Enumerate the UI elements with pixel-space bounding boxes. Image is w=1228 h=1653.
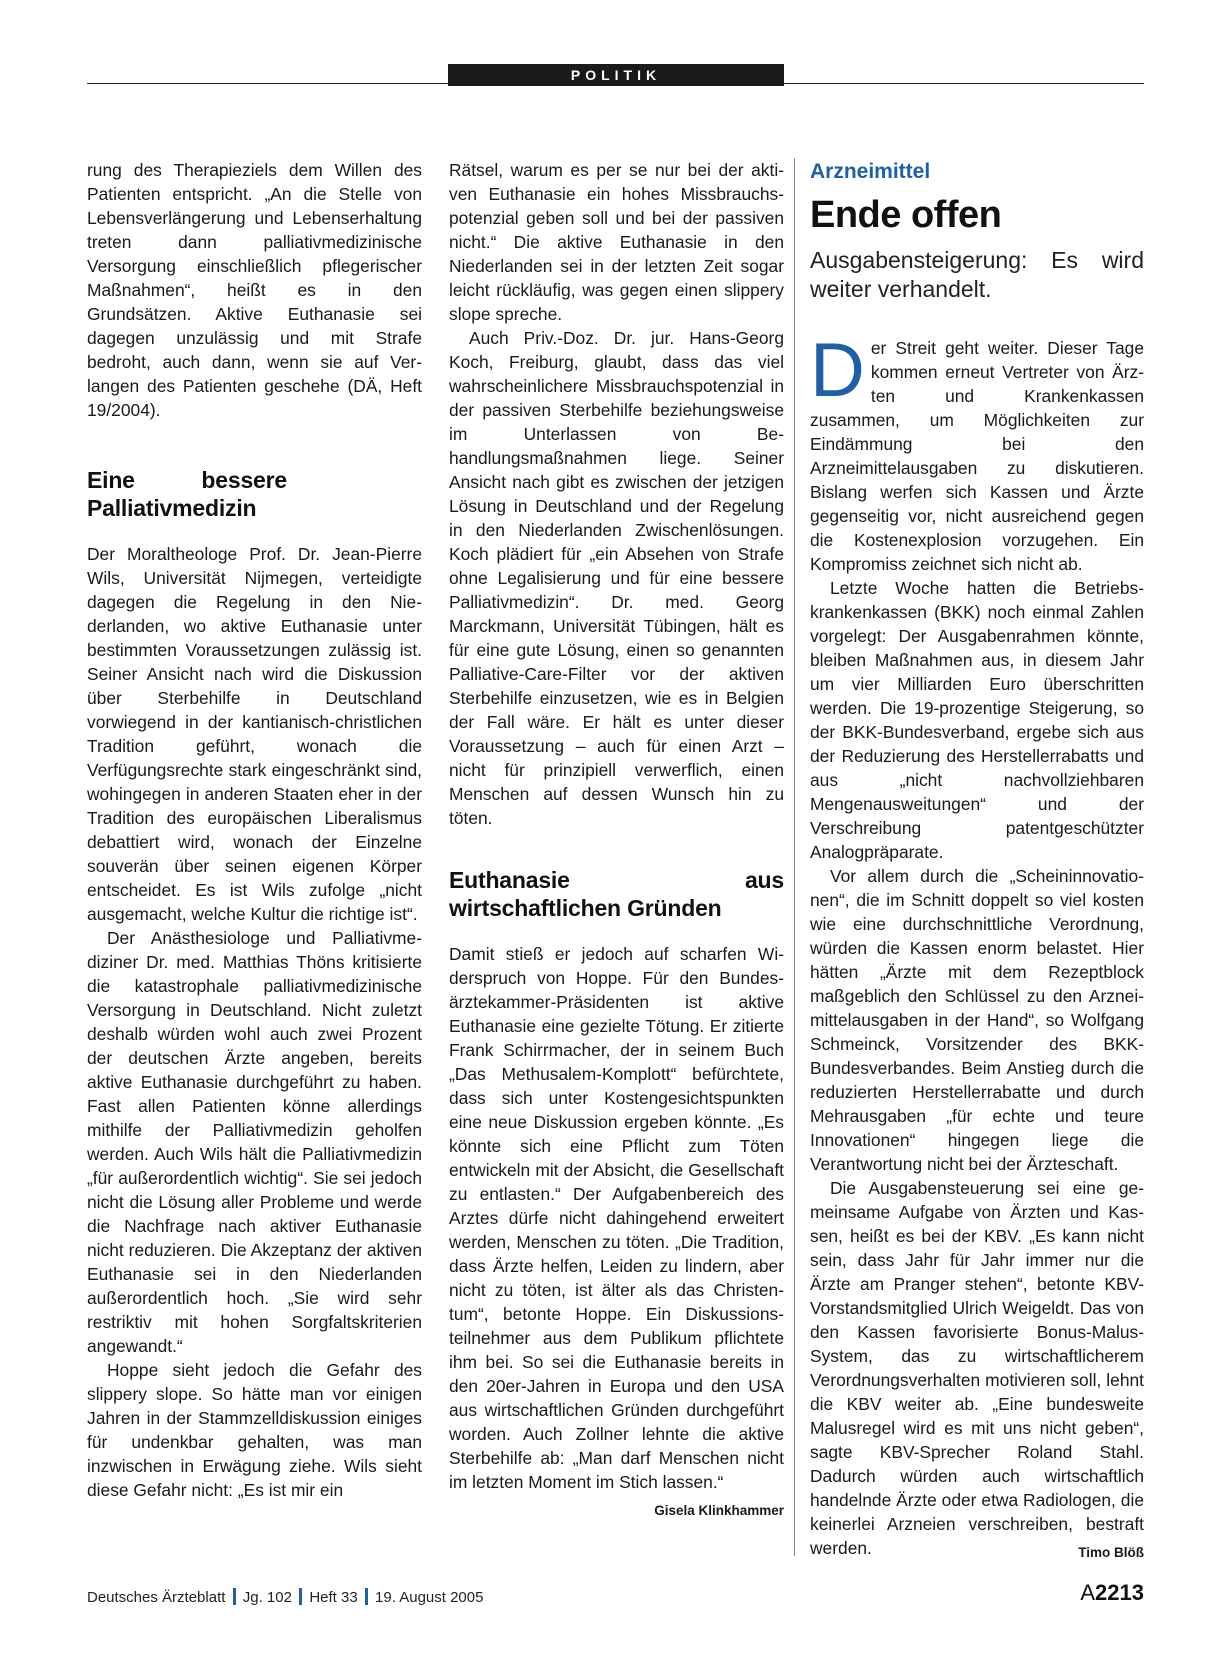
paragraph: Der Moraltheologe Prof. Dr. Jean-Pierre Wils, Universität Nijmegen, verteidigte dagegen die Regelung in den Niederlanden, wo aktive Euthanasie unter bestimmten Voraussetzungen zulässig ist. Seiner Ansicht nach wird die Diskussion über Sterbehilfe in Deutschland vorwiegend in der kantianisch-christlichen Tradition geführt, wonach die Verfügungsrechte stark eingeschränkt sind, wohingegen in anderen Staaten eher in der Tradition des europäischen Liberalismus debattiert wird, wonach der Einzelne souverän über seinen eigenen Körper entscheidet. Es ist Wils zufolge „nicht ausgemacht, welche Kultur die richtige ist“. xyxy=(87,544,422,924)
paragraph xyxy=(449,942,784,1518)
footer xyxy=(87,1588,483,1606)
kicker: Arzneimittel xyxy=(810,160,931,183)
paragraph: rung des Therapieziels dem Willen des Patienten entspricht. „An die Stelle von Lebensverlängerung und Lebenserhaltung treten dann palliativmedizinische Versorgung einschließlich pflegerischer Maßnahmen“, heißt es in den Grundsätzen. Aktive Euthanasie sei dagegen unzulässig und mit Strafe bedroht, auch dann, wenn sie auf Verlangen des Patienten geschehe (DÄ, Heft 19/2004). xyxy=(87,160,422,420)
paragraph: Der Anästhesiologe und Palliativmediziner Dr. med. Matthias Thöns kritisierte die katastrophale palliativmedizinische Versorgung in Deutschland. Nicht zuletzt deshalb würden wohl auch zwei Prozent der deutschen Ärzte angeben, bereits aktive Euthanasie durchgeführt zu haben. Fast allen Patienten könne allerdings mithilfe der Palliativmedizin geholfen werden. Auch Wils hält die Palliativmedizin „für außerordentlich wichtig“. Sie sei jedoch nicht die Lösung aller Probleme und werde die Nachfrage nach aktiver Euthanasie nicht reduzieren. Die Akzeptanz der aktiven Euthanasie sei in den Niederlanden außerordentlich hoch. „Sie wird sehr restriktiv mit hohen Sorgfaltskriterien angewandt.“ xyxy=(87,928,422,1356)
drop-cap: D xyxy=(810,328,865,413)
footer-separator xyxy=(365,1588,368,1605)
paragraph: Vor allem durch die „Scheininnovationen“, die im Schnitt doppelt so viel kosten wie eine durchschnittliche Verordnung, würden die Kassen enorm belastet. Hier hätten „Ärzte mit dem Rezeptblock maßgeblich den Schlüssel zu den Arzneimittelausgaben in der Hand“, so Wolfgang Schmeinck, Vorsitzender des BKK-Bundesverbandes. Beim Anstieg durch die reduzierten Herstellerrabatte und durch Mehrausgaben „für echte und teure Innovationen“ hingegen liege die Verantwortung nicht bei der Ärzteschaft. xyxy=(810,866,1144,1174)
journal-name: Deutsches Ärzteblatt xyxy=(87,1589,226,1606)
headline: Ende offen xyxy=(810,194,1002,236)
footer-separator xyxy=(299,1588,302,1605)
paragraph: Auch Priv.-Doz. Dr. jur. Hans-Georg Koch, Freiburg, glaubt, dass das viel wahrscheinlichere Missbrauchspotenzial in der passiven Sterbehilfe beziehungsweise im Unterlassen von Behandlungsmaßnahmen liege. Seiner Ansicht nach gibt es zwischen der jetzigen Lösung in Deutschland und der Regelung in den Niederlanden Zwischenlösungen. Koch plädiert für „ein Absehen von Strafe ohne Legalisierung und für eine bessere Palliativmedizin“. Dr. med. Georg Marckmann, Universität Tübingen, hält es für eine gute Lösung, einen so genannten Palliative-Care-Filter vor der aktiven Sterbehilfe einzusetzen, wie es in Belgien der Fall wäre. Er hält es unter dieser Voraussetzung – auch für einen Arzt – nicht für prinzipiell verwerflich, einen Menschen auf dessen Wunsch hin zu töten. xyxy=(449,328,784,828)
author-byline: Gisela Klinkhammer xyxy=(654,1503,784,1518)
section-label: POLITIK xyxy=(448,64,784,86)
paragraph xyxy=(810,1176,1144,1560)
journal-date: 19. August 2005 xyxy=(375,1589,484,1606)
footer-separator xyxy=(233,1588,236,1605)
author-byline: Timo Blöß xyxy=(1078,1545,1144,1560)
article-column-3 xyxy=(810,158,1144,1565)
subheading: Eine bessere Palliativmedizin xyxy=(87,467,287,521)
journal-volume: Jg. 102 xyxy=(242,1589,292,1606)
paragraph-text: Die Ausgabensteuerung sei eine gemeinsame Aufgabe von Ärzten und Kassen, heißt es bei der KBV. „Es kann nicht sein, dass Jahr für Jahr immer nur die Ärzte am Pranger stehen“, betonte KBV-Vorstandsmitglied Ulrich Weigeldt. Das von den Kassen favorisierte Bonus-Malus-System, das zu wirtschaftlicherem Verordnungsverhalten motivieren soll, lehnt die KBV weiter ab. „Eine bundesweite Malusregel wird es mit uns nicht geben“, sagte KBV-Sprecher Roland Stahl. Dadurch würden auch wirtschaftlich handelnde Ärzte oder etwa Radiologen, die keinerlei Arzneien verschreiben, bestraft werden. xyxy=(810,1178,1144,1558)
page-prefix: A xyxy=(1080,1580,1096,1605)
paragraph-text: Damit stieß er jedoch auf scharfen Widerspruch von Hoppe. Für den Bundesärztekammer-Präsidenten ist aktive Euthanasie eine gezielte Tötung. Er zitierte Frank Schirrmacher, der in seinem Buch „Das Methusalem-Komplott“ befürchtete, dass sich unter Kostengesichtspunkten eine neue Diskussion ergeben könnte. „Es könnte sich eine Pflicht zum Töten entwickeln mit der Absicht, die Gesellschaft zu entlasten.“ Der Aufgabenbereich des Arztes dürfe nicht dahingehend erweitert werden, Menschen zu töten. „Die Tradition, dass Ärzte helfen, Leiden zu lindern, aber nicht zu töten, ist älter als das Christentum“, betonte Hoppe. Ein Diskussionsteilnehmer aus dem Publikum pflichtete ihm bei. So sei die Euthanasie bereits in den 20er-Jahren in Europa und den USA aus wirtschaftlichen Gründen durchgeführt worden. Auch Zollner lehnte die aktive Sterbehilfe ab: „Man darf Menschen nicht im letzten Moment im Stich lassen.“ xyxy=(449,944,784,1492)
subheading: Euthanasie aus wirtschaftlichen Gründen xyxy=(449,867,784,921)
paragraph: Letzte Woche hatten die Betriebskrankenkassen (BKK) noch einmal Zahlen vorgelegt: Der Ausgabenrahmen könnte, bleiben Maßnahmen aus, in diesem Jahr um vier Milliarden Euro überschritten werden. Die 19-prozentige Steigerung, so der BKK-Bundesverband, ergebe sich aus der Reduzierung des Herstellerrabatts und aus „nicht nachvollziehbaren Mengenausweitungen“ und der Verschreibung patentgeschützter Analogpräparate. xyxy=(810,578,1144,862)
paragraph-text: er Streit geht weiter. Dieser Tage kommen erneut Vertreter von Ärzten und Krankenkassen zusammen, um Möglichkeiten zur Eindämmung bei den Arzneimittelausgaben zu diskutieren. Bislang werfen sich Kassen und Ärzte gegenseitig vor, nicht ausreichend gegen die Kostenexplosion vorzugehen. Ein Kompromiss zeichnet sich nicht ab. xyxy=(810,338,1144,574)
column-divider xyxy=(794,158,795,1556)
journal-issue: Heft 33 xyxy=(309,1589,358,1606)
page-number-value: 2213 xyxy=(1095,1580,1144,1605)
subheadline: Ausgabensteigerung: Es wird weiter verhandelt. xyxy=(810,247,1144,302)
article-column-2 xyxy=(449,158,784,1523)
paragraph: Rätsel, warum es per se nur bei der aktiven Euthanasie ein hohes Missbrauchspotenzial geben soll und bei der passiven nicht.“ Die aktive Euthanasie in den Niederlanden sei in der letzten Zeit sogar leicht rückläufig, was gegen einen slippery slope spreche. xyxy=(449,160,784,324)
page-number xyxy=(1080,1580,1144,1606)
paragraph xyxy=(810,328,1144,576)
article-column-1 xyxy=(87,158,422,1502)
paragraph: Hoppe sieht jedoch die Gefahr des slippery slope. So hätte man vor einigen Jahren in der Stammzelldiskussion einiges für undenkbar gehalten, was man inzwischen in Erwägung ziehe. Wils sieht diese Gefahr nicht: „Es ist mir ein xyxy=(87,1360,422,1500)
